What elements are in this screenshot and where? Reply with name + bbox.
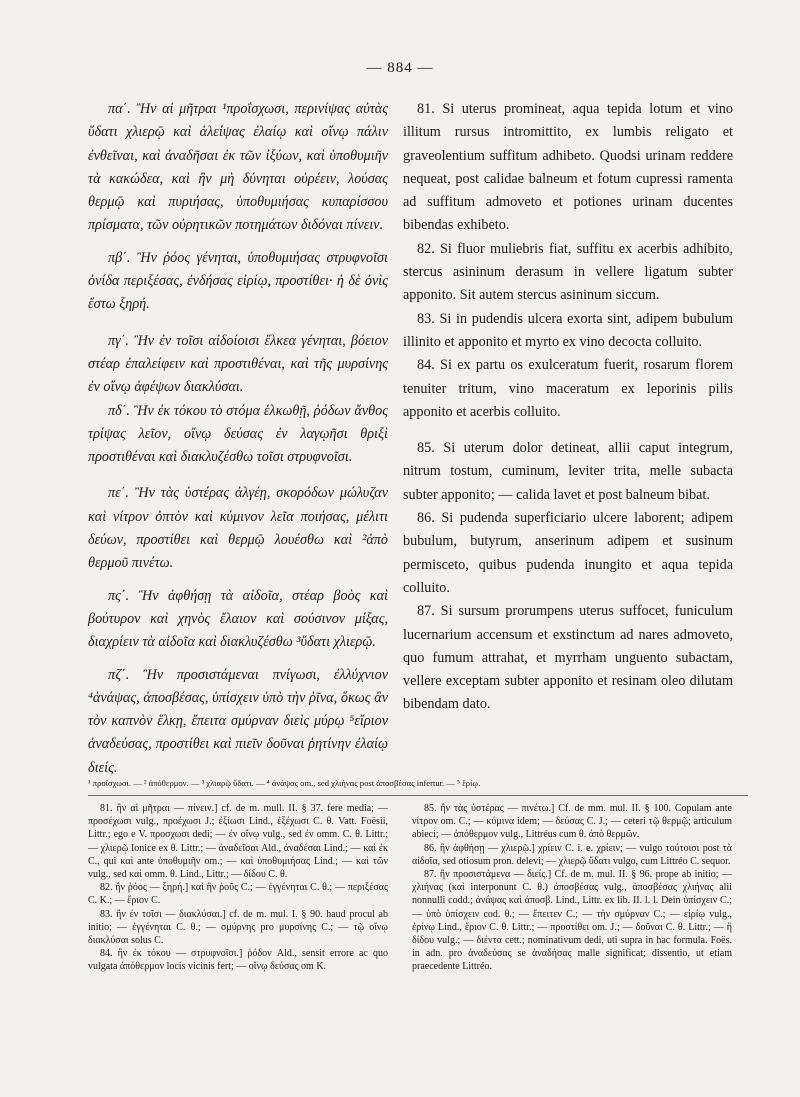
apparatus-note-85: 85. ἢν τὰς ὑστέρας — πινέτω.] Cf. de mm. mul. II. § 100. Copulam ante νίτρον om. C.; — κύμινα idem; — δεύσας C. J.; — ceteri τῷ θερμῷ; articulum abieci; — ἀπόθερμον vulg., Littréus cum θ. ἀπὸ θερμῶν. (412, 803, 732, 841)
latin-paragraph-83: 83. Si in pudendis ulcera exorta sint, adipem bubulum illinito et apponito et myrto ex vino decocta colluito. (403, 310, 733, 350)
latin-paragraph-87: 87. Si sursum prorumpens uterus suffocet, funiculum lucernarium accensum et exstinctum ad nares admoveto, quo fumum attrahat, et myrrham unguento subactam, vellere exceptam subter apponito et resinam oleo dilutam bibendam dato. (403, 603, 733, 713)
greek-paragraph-86: πς΄. Ἢν ἀφθήσῃ τὰ αἰδοῖα, στέαρ βοὸς καὶ βούτυρον καὶ χηνὸς ἔλαιον καὶ σούσινον μίξας, διαχρίειν τὰ αἰδοῖα καὶ διακλυζέσθω ³ὕδατι χλιερῷ. (88, 587, 388, 651)
apparatus-note-86: 86. ἢν ἀφθήσῃ — χλιερῷ.] χρίειν C. i. e. χρίειν; — vulgo τούτοισι post τὰ αἰδοῖα, sed otiosum pron. delevi; — χλιερῷ ὕδατι vulgo, cum Littréo C. sequor. (412, 842, 732, 867)
footnotes: ¹ προΐσχωσι. — ² ἀπόθερμον. — ³ χλιαρῷ ὕδατι. — ⁴ ἀνάψας om., sed χλιήνας post ἀποσβέσας infertur. — ⁵ ἔρίῳ. (88, 778, 481, 788)
greek-paragraph-82: πβ΄. Ἢν ῥόος γένηται, ὑποθυμιήσας στρυφνοῖσι ὀνίδα περιξέσας, ἐνδήσας εἰρίῳ, προστίθει· ἡ δὲ ὀνὶς ἔστω ξηρή. (88, 249, 388, 313)
apparatus-right (412, 802, 732, 974)
apparatus-note-81: 81. ἢν αἱ μῆτραι — πίνειν.] cf. de m. mull. II. § 37. fere media; — προσέχωσι vulg., προέχωσι J.; ἐξίωσι Lind., ἐξέχωσι C. θ. Vatt. Foësii, Littr.; ego e V. προσχωσι dedi; — ἐν οἴνῳ vulg., sed ἐν omm. C. θ. Littr.; — χλιερῷ Ionice ex θ. Littr.; — ἀναδεῖσαι Ald., ἀναδέσαι Lind.; — καὶ ἐκ C., qui καὶ ante ὑποθυμιῆν om.; — καὶ ὑποθυμιήσας Lind.; — καὶ τῶν vulg., sed καὶ omm. θ. Lind., Littr.; — δίδου C. θ. (88, 803, 388, 881)
latin-paragraph-82: 82. Si fluor muliebris fiat, suffitu ex acerbis adhibito, stercus asininum derasum in vellere ligatum subter apponito. Sit autem stercus asininum siccum. (403, 240, 733, 304)
apparatus-note-82: 82. ἢν ῥόος — ξηρή.] καὶ ἢν ῥοῦς C.; — ἐγγένηται C. θ.; — περιξέσας C. K.; — ἔριον C. (88, 882, 388, 907)
latin-paragraph-81: 81. Si uterus promineat, aqua tepida lotum et vino illitum rursus intromittito, ex lumbis religato et graveolentium suffitum adhibeto. Quodsi urinam reddere nequeat, post calidae balneum et fotum cupressi ramenta ad suffitum admoveto et potiones urinam ducentes bibendas exhibeto. (403, 101, 733, 234)
apparatus-note-87: 87. ἢν προσιστάμενα — διείς.] Cf. de m. mul. II. § 96. prope ab initio; — χλιήνας (καὶ interponunt C. θ.) ἀποσβέσας vulg., ἀποσβέσας χλιήνας alii nonnulli codd.; ἀνάψας καὶ ἀποσβ. Lind., Littr. ex lib. II. l. l. Dein ὑπίσχειν C.; — ὑπὸ ὑπίσχειν cod. θ.; — ἔπειτεν C.; — τὴν σμύρναν C.; — εἰρίῳ vulg., ἐρίνῳ Lind., ἔριον C. θ. Littr.; — προστίθει om. J.; — δοῦναι C. θ. Littr.; — ἢ δίδου vulg.; — διέντα cett.; nominativum dedi, uti supra in hac formula. Foës. in adn. pro ἀναδεύσας se ἀναδήσας malle significat; dissentio, ut etiam praecedente Littréo. (412, 869, 732, 973)
latin-paragraph-86: 86. Si pudenda superficiario ulcere laborent; adipem bubulum, butyrum, anserinum adipem et susinum permisceto, quibus pudenda inungito et aqua tepida colluito. (403, 510, 733, 596)
divider (88, 795, 748, 796)
page-number: — 884 — (366, 60, 434, 76)
greek-column (88, 98, 388, 780)
apparatus-note-84: 84. ἢν ἐκ τόκου — στρυφνοῖσι.] ῥόδον Ald., sensit errore ac quo vulgata ἀπόθερμον locis vicinis fert; — οἴνῳ δεύσας om K. (88, 948, 388, 973)
greek-paragraph-83: πγ΄. Ἢν ἐν τοῖσι αἰδοίοισι ἕλκεα γένηται, βόειον στέαρ ἐπαλείφειν καὶ προστιθέναι, καὶ τῆς μυρσίνης ἐν οἴνῳ ἀφέψων διακλύσαι. (88, 332, 388, 396)
latin-paragraph-84: 84. Si ex partu os exulceratum fuerit, rosarum florem tenuiter tritum, vino maceratum ex leporinis pilis apponito et acerbis colluito. (403, 357, 733, 420)
greek-paragraph-87: πζ΄. Ἢν προσιστάμεναι πνίγωσι, ἐλλύχνιον ⁴ἀνάψας, ἀποσβέσας, ὑπίσχειν ὑπὸ τὴν ῥῖνα, ὅκως ἂν τὸν καπνὸν ἕλκῃ, ἔπειτα σμύρναν διεὶς μύρῳ ⁵εἴριον ἀναδεύσας, προστίθει καὶ πιεῖν δοῦναι ῥητίνην ἐλαίῳ διείς. (88, 666, 388, 776)
apparatus-left (88, 802, 388, 974)
latin-paragraph-85: 85. Si uterum dolor detineat, allii caput integrum, nitrum tostum, cuminum, leviter trita, melle subacta subter apponito; — calida lavet et post balneum bibat. (403, 440, 733, 503)
greek-paragraph-85: πε΄. Ἢν τὰς ὑστέρας ἀλγέῃ, σκορόδων μώλυζαν καὶ νίτρον ὀπτὸν καὶ κύμινον λεῖα ποιήσας, μέλιτι δεύων, προστίθει καὶ θερμῷ λουέσθω καὶ ²ἀπὸ θερμοῦ πινέτω. (88, 485, 388, 572)
apparatus-note-83: 83. ἢν ἐν τοῖσι — διακλύσαι.] cf. de m. mul. I. § 90. haud procul ab initio; — ἐγγένηται C. θ.; — σμύρνης pro μυρσίνης C.; — τῷ οἴνῳ διακλύσαι solus C. (88, 908, 388, 947)
greek-paragraph-84: πδ΄. Ἢν ἐκ τόκου τὸ στόμα ἑλκωθῇ, ῥόδων ἄνθος τρίψας λεῖον, οἴνῳ δεύσας ἐν λαγῳῆσι θριξὶ προστιθέναι καὶ διακλυζέσθω τοῖσι στρυφνοῖσι. (88, 402, 388, 466)
greek-paragraph-81: πα΄. Ἢν αἱ μῆτραι ¹προΐσχωσι, περινίψας αὐτὰς ὕδατι χλιερῷ καὶ ἀλείψας ἐλαίῳ καὶ οἴνῳ πάλιν ἐνθεῖναι, καὶ ἀναδῆσαι ἐκ τῶν ἰξύων, καὶ ὑποθυμιῆν τὰ κακώδεα, καὶ ἢν μὴ δύνηται οὐρέειν, λούσας θερμῷ καὶ πυριήσας, ὑποθυμιήσας κυπαρίσσου πρίσματα, τῶν οὐρητικῶν ποτημάτων διδόναι πίνειν. (88, 101, 388, 234)
latin-column (403, 98, 733, 717)
